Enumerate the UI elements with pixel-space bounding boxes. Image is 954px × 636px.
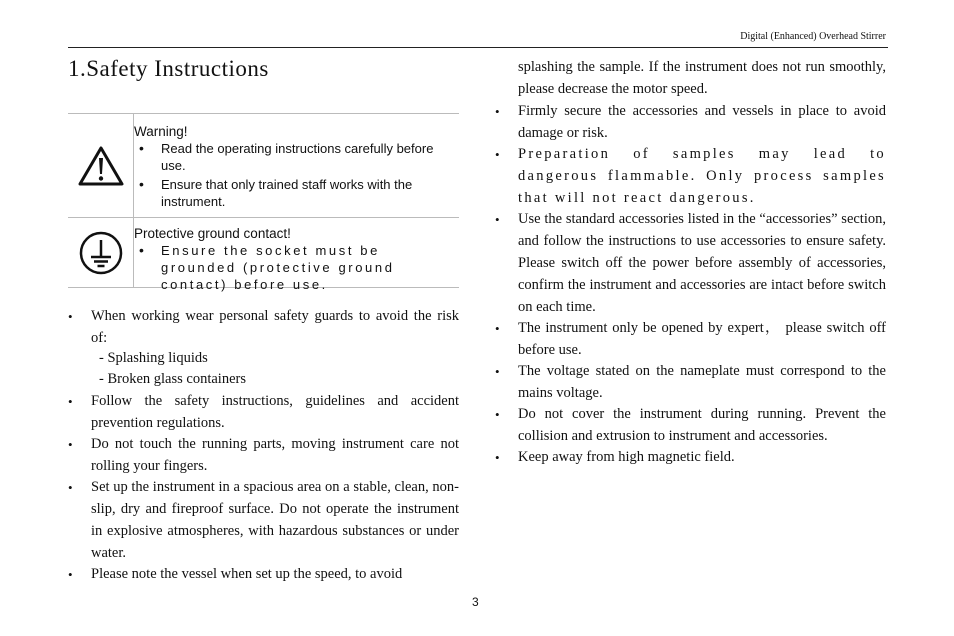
warning-title: Warning! <box>134 124 188 139</box>
right-bullet-list <box>495 100 886 468</box>
list-item: • Set up the instrument in a spacious area on a stable, clean, non-slip, dry and fireproof surface. Do not operate the instrument in explosive atmospheres, with hazardous substances or under water. <box>68 476 459 564</box>
list-item: • Use the standard accessories listed in the “accessories” section, and follow the instructions to use accessories to ensure safety. Please switch off the power before assembly of accessories, confirm the instrument and accessories are intact before switch on each time. <box>495 208 886 318</box>
sub-item: - Splashing liquids <box>99 350 208 366</box>
list-item: • The voltage stated on the nameplate must correspond to the mains voltage. <box>495 360 886 404</box>
list-item: • Follow the safety instructions, guidelines and accident prevention regulations. <box>68 390 459 434</box>
warning-table <box>68 113 459 292</box>
left-bullet-list <box>68 305 459 349</box>
warning-row <box>68 114 459 218</box>
running-header: Digital (Enhanced) Overhead Stirrer <box>740 31 886 42</box>
ground-title: Protective ground contact! <box>134 226 291 241</box>
list-item: • Firmly secure the accessories and vessels in place to avoid damage or risk. <box>495 100 886 144</box>
warning-list <box>134 140 459 210</box>
list-item: • Preparation of samples may lead to dangerous flammable. Only process samples that will not react dangerous. <box>495 143 886 209</box>
list-item: • Do not touch the running parts, moving instrument care not rolling your fingers. <box>68 433 459 477</box>
ground-symbol-icon <box>78 230 124 276</box>
warning-text-cell <box>134 114 459 217</box>
ground-icon-cell <box>68 218 134 287</box>
warning-icon-cell <box>68 114 134 217</box>
warning-item: • Read the operating instructions carefully before use. <box>134 140 459 174</box>
sub-item: - Broken glass containers <box>99 371 246 387</box>
ground-text-cell <box>134 218 459 292</box>
ground-list <box>134 242 459 293</box>
page-number: 3 <box>472 595 479 609</box>
left-column <box>68 305 459 584</box>
header-divider <box>68 47 888 48</box>
ground-row <box>68 218 459 292</box>
continued-paragraph: splashing the sample. If the instrument does not run smoothly, please decrease the motor speed. <box>518 59 886 97</box>
warning-item: • Ensure that only trained staff works with the instrument. <box>134 176 459 210</box>
page-title: 1.Safety Instructions <box>68 56 269 81</box>
left-bullet-list-cont <box>68 390 459 585</box>
ground-item: • Ensure the socket must be grounded (protective ground contact) before use. <box>134 242 459 293</box>
list-item: • Do not cover the instrument during running. Prevent the collision and extrusion to instrument and accessories. <box>495 403 886 447</box>
list-item: • Please note the vessel when set up the speed, to avoid <box>68 563 459 585</box>
warning-triangle-icon <box>78 145 124 187</box>
list-item: • Keep away from high magnetic field. <box>495 446 886 468</box>
list-item: • The instrument only be opened by expert， please switch off before use. <box>495 317 886 361</box>
list-item: • When working wear personal safety guards to avoid the risk of: <box>68 305 459 349</box>
right-column <box>495 56 886 467</box>
